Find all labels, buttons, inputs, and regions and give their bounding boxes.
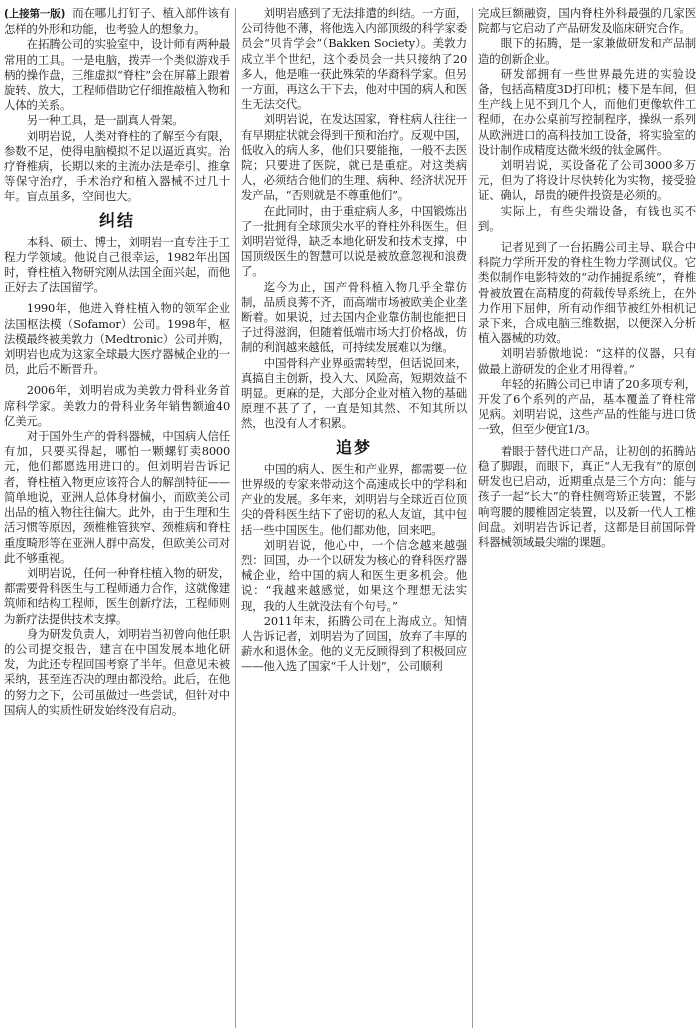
paragraph: 本科、硕士、博士，刘明岩一直专注于工程力学领域。他说自己很幸运，1982年出国时，脊柱植入物研究刚从法国全面兴起，而他正好去了法国留学。	[4, 234, 230, 295]
article-column-1	[4, 6, 230, 1030]
paragraph: 完成巨额融资，国内脊柱外科最强的几家医院都与它启动了产品研发及临床研究合作。	[478, 6, 696, 36]
paragraph: 研发部拥有一些世界最先进的实验设备，包括高精度3D打印机；楼下是车间，但生产线上见不到几个人，而他们更像软件工程师，在办公桌前写控制程序，操纵一系列从欧洲进口的高科技加工设备，将实验室的设计制作成精度达微米级的钛金属件。	[478, 66, 696, 157]
article-column-3	[478, 6, 696, 1030]
paragraph: 迄今为止，国产骨科植入物几乎全靠仿制，品质良莠不齐，而高端市场被欧美企业垄断着。如果说，过去国内企业靠仿制也能把日子过得滋润，但随着低端市场大打价格战，仿制的利润越来越低，可持续发展难以为继。	[241, 279, 467, 355]
column-rule-2	[472, 8, 473, 1028]
paragraph: 刘明岩说，买设备花了公司3000多万元，但为了将设计尽快转化为实物，接受验证、确认，昂贵的硬件投资是必须的。	[478, 158, 696, 203]
paragraph: 刘明岩说，任何一种脊柱植入物的研发，都需要骨科医生与工程师通力合作，这就像建筑师和结构工程师，医生创新疗法，工程师则为新疗法提供技术支撑。	[4, 565, 230, 626]
intro-text: 而在哪儿打钉子、植入部件该有怎样的外形和功能，也考验人的想象力。	[4, 6, 230, 37]
section-heading-jiujie: 纠结	[98, 210, 135, 230]
paragraph: 身为研发负责人，刘明岩当初曾向他任职的公司提交报告，建言在中国发展本地化研发，为此还专程回国考察了半年。但意见未被采纳，甚至连否决的理由都没给。此后，在他的努力之下，公司虽做过一些尝试，但针对中国病人的实质性研发始终没有启动。	[4, 626, 230, 717]
article-column-2	[241, 6, 467, 1030]
paragraph-intro	[4, 6, 230, 37]
paragraph: 中国骨科产业界亟需转型，但话说回来，真搞自主创新，投入大、风险高，短期效益不明显。更麻的是，大部分企业对植入物的基础原理不甚了了，一直是知其然、不知其所以然，也没有人才积累。	[241, 355, 467, 431]
paragraph: 另一种工具，是一副真人骨架。	[26, 113, 184, 128]
paragraph: 2011年末，拓腾公司在上海成立。知情人告诉记者，刘明岩为了回国，放弃了丰厚的薪水和退休金。他的义无反顾得到了积极回应——他入选了国家“千人计划”，公司顺利	[241, 613, 467, 674]
paragraph: 着眼于替代进口产品，让初创的拓腾站稳了脚跟，而眼下，真正“人无我有”的原创研发也已启动，近期重点是三个方向：能与孩子一起“长大”的脊柱侧弯矫正装置，不影响弯腰的腰椎固定装置，以及新一代人工椎间盘。刘明岩告诉记者，这都是目前国际骨科器械领域最尖端的课题。	[478, 443, 696, 549]
paragraph: 实际上，有些尖端设备，有钱也买不到。	[478, 203, 696, 233]
paragraph: 刘明岩骄傲地说：“这样的仪器，只有做最上游研发的企业才用得着。”	[478, 346, 696, 376]
paragraph: 对于国外生产的骨科器械，中国病人信任有加，只要买得起，哪怕一颗螺钉卖8000元，他们都愿选用进口的。但刘明岩告诉记者，脊柱植入物更应该符合人的解剖特征——简单地说，亚洲人总体身材偏小，而欧美公司出品的植入物往往偏大。此外，由于生理和生活习惯等原因，颈椎椎管狭窄、颈椎病和脊柱重度畸形等在亚洲人群中高发，但欧美公司对此不够重视。	[4, 429, 230, 565]
paragraph: 在此同时，由于重症病人多，中国锻炼出了一批拥有全球顶尖水平的脊柱外科医生。但刘明岩觉得，缺乏本地化研发和技术支撑，中国顶级医生的智慧可以说是被放意忽视和浪费了。	[241, 203, 467, 279]
paragraph: 眼下的拓腾，是一家兼做研发和产品制造的创新企业。	[478, 36, 696, 66]
paragraph: 刘明岩说，人类对脊柱的了解至今有限，参数不足，使得电脑模拟不足以逼近真实。治疗脊椎病，长期以来的主流办法是牵引、推拿等保守治疗，手术治疗和植入器械不过几十年。盲点虽多，空间也大。	[4, 128, 230, 204]
paragraph: 在拓腾公司的实验室中，设计师有两种最常用的工具。一是电脑，拨弄一个类似游戏手柄的操作盘，三维虚拟“脊柱”会在屏幕上跟着旋转、放大，工程师借助它仔细推敲植入物和人体的关系。	[4, 37, 230, 113]
paragraph: 刘明岩说，在发达国家，脊柱病人往往一有早期症状就会得到干预和治疗。反观中国，低收入的病人多，他们只要能拖，一般不去医院；只要进了医院，就已是重症。对这类病人，必须结合他们的生理、病种、经济状况开发产品，“否则就是不尊重他们”。	[241, 112, 467, 203]
paragraph: 中国的病人、医生和产业界，都需要一位世界级的专家来带动这个高速成长中的学科和产业的发展。多年来，刘明岩与全球近百位顶尖的骨科医生结下了密切的私人友谊，其中包括一些中国医生。他们都劝他，回来吧。	[241, 461, 467, 537]
paragraph: 年轻的拓腾公司已申请了20多项专利，开发了6个系列的产品，基本覆盖了脊柱常见病。刘明岩说，这些产品的性能与进口货一致，但至少便宜1/3。	[478, 376, 696, 437]
paragraph: 1990年，他进入脊柱植入物的领军企业法国枢法模（Sofamor）公司。1998年，枢法模最终被美敦力（Medtronic）公司并购，刘明岩也成为这家全球最大医疗器械企业的一员，此后不断晋升。	[4, 301, 230, 377]
paragraph: 记者见到了一台拓腾公司主导、联合中科院力学所开发的脊柱生物力学测试仪。它类似制作电影特效的“动作捕捉系统”，脊椎骨被放置在高精度的荷载传导系统上，在外力作用下屈伸，所有动作细节被红外相机记录下来，合成电脑三维数据，以便深入分析植入器械的功效。	[478, 240, 696, 346]
paragraph: 刘明岩说，他心中，一个信念越来越强烈：回国，办一个以研发为核心的脊科医疗器械企业，给中国的病人和医生更多机会。他说：“我越来越感觉，如果这个理想无法实现，我的人生就没法有个句号。”	[241, 537, 467, 613]
continued-tag: (上接第一版)	[4, 8, 66, 20]
column-rule-1	[235, 8, 236, 1028]
section-heading-zhuimeng: 追梦	[335, 437, 372, 457]
paragraph: 2006年，刘明岩成为美敦力骨科业务首席科学家。美敦力的骨科业务年销售额逾40亿美元。	[4, 383, 230, 428]
paragraph: 刘明岩感到了无法排遣的纠结。一方面，公司待他不薄，将他选入内部顶级的科学家委员会“贝肯学会”（Bakken Society）。美敦力成立半个世纪，这个委员会一共只接纳了20多人，他是唯一获此殊荣的华裔科学家。但另一方面，再这么干下去，他对中国的病人和医生无法交代。	[241, 6, 467, 112]
